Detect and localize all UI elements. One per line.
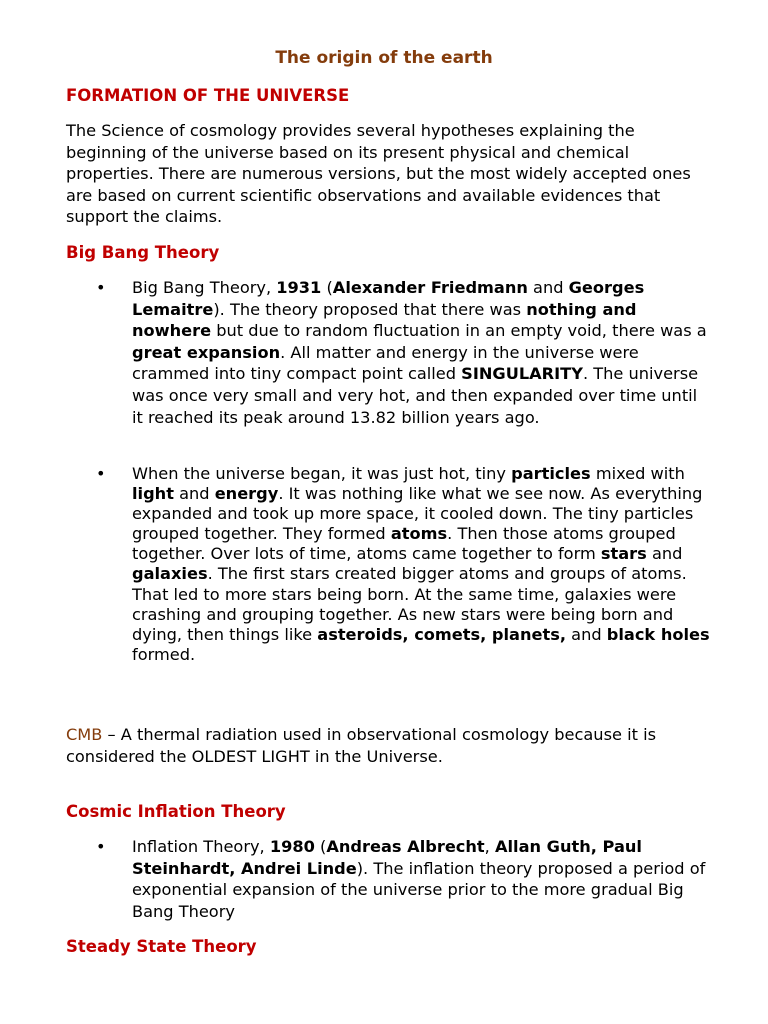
cmb-paragraph: CMB – A thermal radiation used in observational cosmology because it is considered the OLDEST LIGHT in the Universe. [66,725,657,766]
heading-cosmic-inflation: Cosmic Inflation Theory [66,802,286,821]
heading-big-bang: Big Bang Theory [66,243,220,262]
bullet-marker: • [96,464,106,483]
bullet-marker: • [96,278,106,297]
heading-formation-universe: FORMATION OF THE UNIVERSE [66,86,350,105]
intro-paragraph: The Science of cosmology provides several hypotheses explaining the beginning of the universe based on its present physical and chemical properties. There are numerous versions, but the most widely accepted ones are based on current scientific observations and available evidences that support the claims. [66,121,691,227]
bullet-text: Inflation Theory, 1980 (Andreas Albrecht, Allan Guth, Paul Steinhardt, Andrei Linde). The inflation theory proposed a period of exponential expansion of the universe prior to the more gradual Big Bang Theory [132,837,706,921]
heading-steady-state: Steady State Theory [66,937,257,956]
bullet-marker: • [96,837,106,856]
bullet-text: When the universe began, it was just hot, tiny particles mixed with light and energy. It was nothing like what we see now. As everything expanded and took up more space, it cooled down. The tiny particles grouped together. They formed atoms. Then those atoms grouped together. Over lots of time, atoms came together to form stars and galaxies. The first stars created bigger atoms and groups of atoms. That led to more stars being born. At the same time, galaxies were crashing and grouping together. As new stars were being born and dying, then things like asteroids, comets, planets, and black holes formed. [132,464,710,664]
cmb-label: CMB [66,725,103,744]
document-title: The origin of the earth [275,48,493,68]
bullet-text: Big Bang Theory, 1931 (Alexander Friedmann and Georges Lemaitre). The theory proposed that there was nothing and nowhere but due to random fluctuation in an empty void, there was a great expansion. All matter and energy in the universe were crammed into tiny compact point called SINGULARITY. The universe was once very small and very hot, and then expanded over time until it reached its peak around 13.82 billion years ago. [132,278,707,427]
